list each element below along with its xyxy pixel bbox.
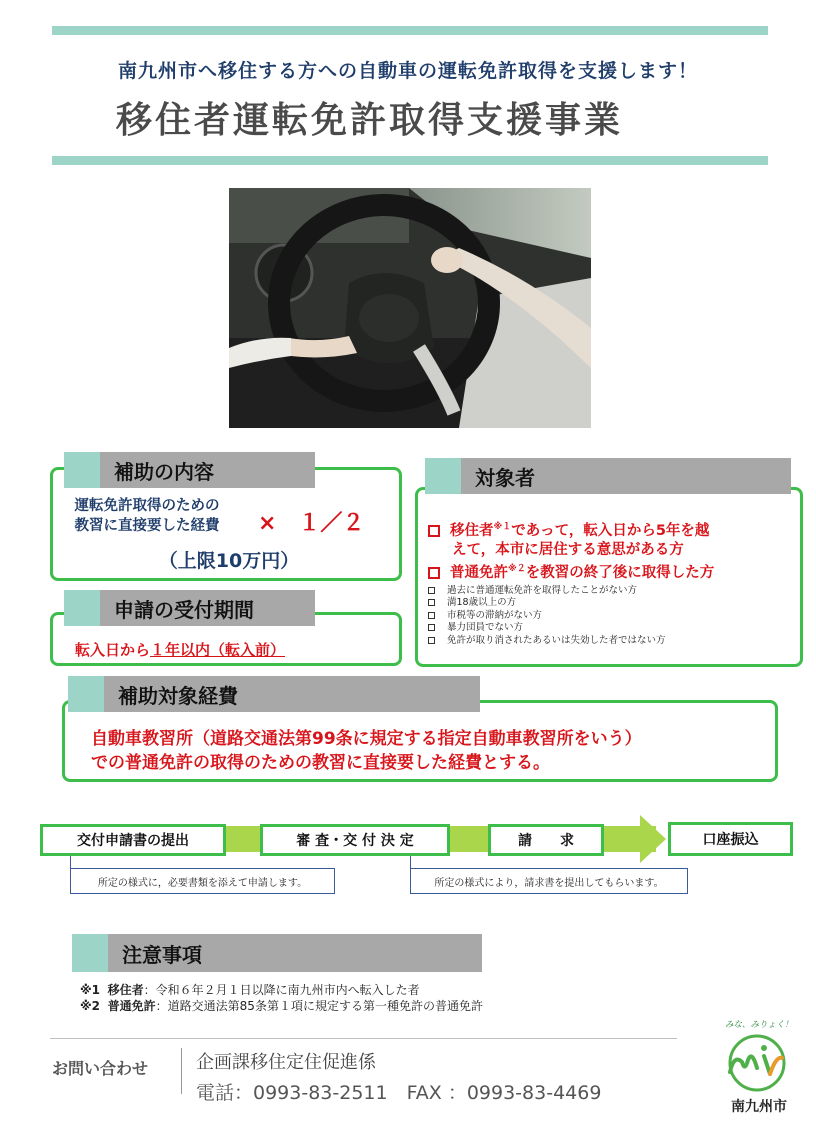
expenses-line-1: 自動車教習所（道路交通法第99条に規定する指定自動車教習所をいう） (91, 729, 642, 749)
eligibility-item-resident: 移住者$^{※1}$であって，転入日から5年を越 (428, 518, 714, 541)
eligibility-item-resident-cont: えて，本市に居住する意思がある方 (452, 541, 684, 558)
header-square-icon (425, 458, 461, 494)
list-item: 満18歳以上の方 (428, 597, 666, 609)
checkbox-icon (428, 587, 435, 594)
step-review-decision: 審 査・交 付 決 定 (260, 824, 450, 856)
list-item: 過去に普通運転免許を取得したことがない方 (428, 585, 666, 597)
step-claim: 請 求 (488, 824, 604, 856)
expenses-line-2: での普通免許の取得のための教習に直接要した経費とする。 (91, 753, 550, 773)
list-item: 暴力団員でない方 (428, 622, 666, 634)
notes-list (80, 982, 483, 1014)
period-limit: １年以内（転入前） (150, 641, 286, 659)
list-item: ※1 移住者：令和６年２月１日以降に南九州市内へ転入した者 (80, 983, 420, 997)
checkbox-icon (428, 525, 440, 537)
contact-dept: 企画課移住定住促進係 (196, 1052, 376, 1073)
subsidy-line-1: 運転免許取得のための (74, 498, 220, 514)
eligibility-box (415, 487, 803, 667)
note-connector (410, 856, 411, 868)
checkbox-icon (428, 612, 435, 619)
steering-wheel-icon (229, 188, 591, 428)
eligibility-sub-list (428, 585, 666, 647)
contact-label: お問い合わせ (52, 1059, 149, 1078)
eligible-expenses-text (91, 727, 642, 775)
application-period-header (64, 590, 315, 626)
subsidy-limit: （上限10万円） (158, 550, 300, 572)
application-period-heading: 申請の受付期間 (114, 597, 254, 622)
top-accent-bar (52, 26, 768, 35)
header-square-icon (72, 934, 108, 972)
contact-phone: 電話：0993-83-2511 FAX ：0993-83-4469 (196, 1082, 602, 1104)
notes-header (72, 934, 482, 972)
header-square-icon (68, 676, 104, 712)
subsidy-content-header (64, 452, 315, 488)
note-claim: 所定の様式により，請求書を提出してもらいます。 (410, 868, 688, 894)
page-title: 移住者運転免許取得支援事業 (116, 100, 624, 141)
header-square-icon (64, 452, 100, 488)
period-prefix: 転入日から (75, 641, 151, 659)
title-accent-bar (52, 156, 768, 165)
note-connector (70, 856, 71, 868)
eligibility-heading: 対象者 (475, 465, 535, 490)
list-item: 免許が取り消されたあるいは失効した者ではない方 (428, 635, 666, 647)
eligible-expenses-heading: 補助対象経費 (118, 683, 238, 708)
list-item: ※2 普通免許：道路交通法第85条第１項に規定する第一種免許の普通免許 (80, 999, 483, 1013)
step-submit-application: 交付申請書の提出 (40, 824, 226, 856)
checkbox-icon (428, 599, 435, 606)
list-item: 市税等の滞納がない方 (428, 610, 666, 622)
minamikyushu-logo-icon (712, 1032, 802, 1098)
eligible-expenses-header (68, 676, 480, 712)
checkbox-icon (428, 637, 435, 644)
eligibility-item-license: 普通免許$^{※2}$を教習の終了後に取得した方 (428, 560, 714, 583)
note-application: 所定の様式に，必要書類を添えて申請します。 (70, 868, 335, 894)
logo-name: 南九州市 (731, 1099, 787, 1115)
eligibility-header (425, 458, 791, 494)
eligible-expenses-box (62, 700, 778, 782)
application-period-text (75, 639, 285, 660)
subsidy-ratio: × １／２ (258, 511, 365, 536)
subsidy-description (57, 496, 237, 536)
subsidy-line-2: 教習に直接要した経費 (74, 518, 220, 534)
subsidy-content-heading: 補助の内容 (114, 459, 214, 484)
flow-arrow-head-icon (640, 815, 666, 863)
checkbox-icon (428, 567, 440, 579)
contact-divider (181, 1048, 182, 1094)
footer-divider (50, 1038, 677, 1039)
step-bank-transfer: 口座振込 (668, 822, 793, 856)
header-square-icon (64, 590, 100, 626)
subtitle: 南九州市へ移住する方への自動車の運転免許取得を支援します！ (117, 60, 698, 82)
logo-tagline: みな、みりょく！ (724, 1020, 793, 1030)
eligibility-main-list (428, 518, 714, 583)
notes-heading: 注意事項 (122, 942, 202, 967)
steering-wheel-photo (229, 188, 591, 428)
checkbox-icon (428, 624, 435, 631)
